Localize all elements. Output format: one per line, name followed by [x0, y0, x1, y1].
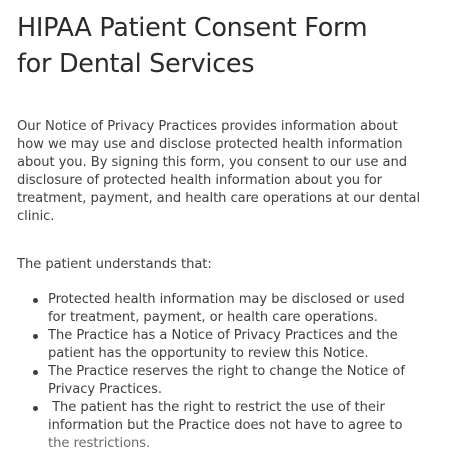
- page-title: [17, 10, 367, 82]
- intro-line: Our Notice of Privacy Practices provides information about: [17, 119, 398, 134]
- list-item-line: The patient has the right to restrict the use of their: [48, 400, 385, 415]
- intro-line: disclosure of protected health information about you for: [17, 173, 383, 188]
- list-item: [0, 327, 474, 363]
- list-item: [0, 363, 474, 399]
- bullet-icon: [33, 370, 38, 375]
- list-item-line: Privacy Practices.: [48, 382, 162, 397]
- list-item-line: Protected health information may be disclosed or used: [48, 292, 405, 307]
- list-item-line: The Practice has a Notice of Privacy Practices and the: [48, 328, 398, 343]
- list-item: [0, 291, 474, 327]
- title-line-2: for Dental Services: [17, 49, 255, 79]
- list-item-line: information but the Practice does not have to agree to: [48, 418, 403, 433]
- title-line-1: HIPAA Patient Consent Form: [17, 13, 368, 43]
- intro-paragraph: [17, 118, 469, 226]
- bullet-icon: [33, 406, 38, 411]
- intro-line: clinic.: [17, 209, 55, 224]
- lead-sentence: The patient understands that:: [17, 257, 212, 272]
- bullet-icon: [33, 298, 38, 303]
- list-item-line: the restrictions.: [48, 436, 151, 451]
- list-item-line: The Practice reserves the right to change the Notice of: [48, 364, 405, 379]
- list-item-line: patient has the opportunity to review this Notice.: [48, 346, 369, 361]
- understanding-list: [0, 291, 474, 453]
- intro-line: treatment, payment, and health care operations at our dental: [17, 191, 421, 206]
- intro-line: how we may use and disclose protected health information: [17, 137, 403, 152]
- intro-line: about you. By signing this form, you consent to our use and: [17, 155, 407, 170]
- list-item: [0, 399, 474, 453]
- bullet-icon: [33, 334, 38, 339]
- list-item-line: for treatment, payment, or health care operations.: [48, 310, 378, 325]
